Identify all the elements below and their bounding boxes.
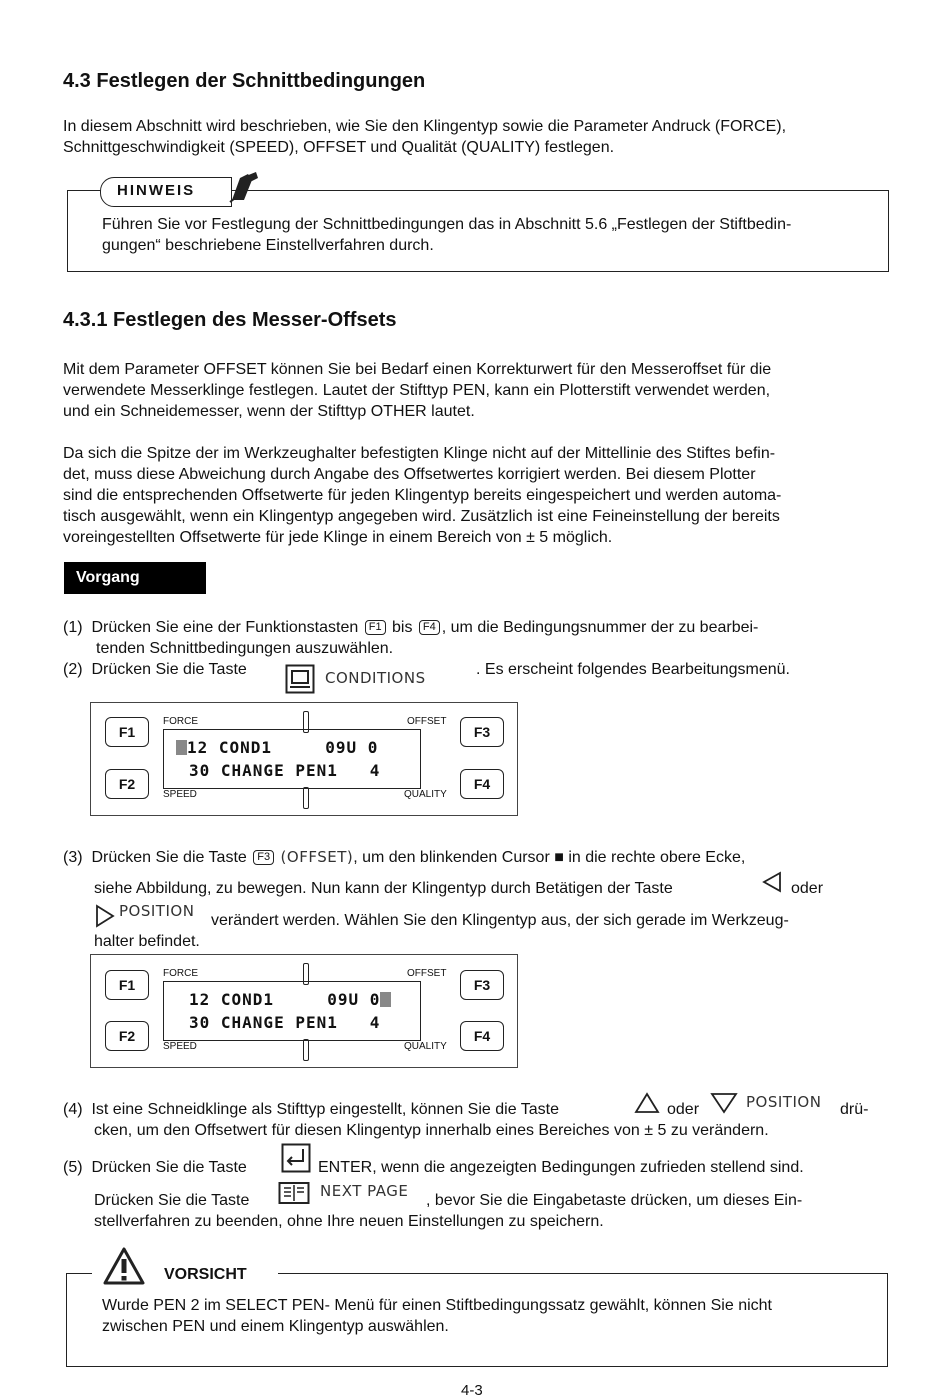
lcd-panel-2 [90,954,518,1068]
section-heading: 4.3 Festlegen der Schnittbedingungen [63,70,426,92]
lcd-screen-2 [163,981,421,1041]
lcd-bottom-tick [303,1039,309,1061]
intro-paragraph: In diesem Abschnitt wird beschrieben, wie Sie den Klingentyp sowie die Parameter Andruck (FORCE), Schnittgeschwindigkeit (SPEED), OFFSET und Qualität (QUALITY) festlegen. [63,118,787,156]
f1-button[interactable]: F1 [105,717,149,747]
next-page-key-label: NEXT PAGE [320,1182,409,1200]
quality-label: QUALITY [404,1041,447,1052]
step-2-tail: . Es erscheint folgendes Bearbeitungsmenü. [476,661,790,678]
step-1: (1) Drücken Sie eine der Funktionstasten F1 bis F4 , um die Bedingungsnummer der zu bearbei- [63,619,759,636]
lcd-line-1: 12 COND1 09U 0 [189,990,391,1009]
next-page-key-icon [278,1181,310,1205]
position-key-label: POSITION [746,1093,822,1111]
step-3-oder: oder [791,880,824,897]
f4-button[interactable]: F4 [460,1021,504,1051]
step-1-cont: tenden Schnittbedingungen auszuwählen. [96,640,394,657]
vorsicht-header [92,1244,278,1284]
lcd-screen-1 [163,729,421,789]
step-3-line2: siehe Abbildung, zu bewegen. Nun kann der Klingentyp durch Betätigen der Taste [94,880,673,897]
pencil-icon [226,170,262,206]
lcd-line-2: 30 CHANGE PEN1 4 [189,1013,381,1032]
step-4-line2: cken, um den Offsetwert für diesen Klingentyp innerhalb eines Bereiches von ± 5 zu verändern. [94,1122,769,1139]
f3-key-icon: F3 [253,850,274,865]
step-5-line2: Drücken Sie die Taste [94,1192,250,1209]
right-arrow-key-icon [94,903,116,929]
vorsicht-label: VORSICHT [164,1266,247,1283]
offset-label: OFFSET [407,716,447,727]
offset-paragraph: Mit dem Parameter OFFSET können Sie bei Bedarf einen Korrekturwert für den Messeroffset für die verwendete Messerklinge festlegen. Lautet der Stifttyp PEN, kann ein Plotterstift verwendet werden, und ein Schneidemesser, wenn der Stifttyp OTHER lautet. [63,361,772,420]
hinweis-label: HINWEIS [117,182,196,199]
vorgang-banner: Vorgang [64,562,206,594]
step-5: (5) Drücken Sie die Taste [63,1159,247,1176]
up-arrow-key-icon [633,1091,661,1115]
conditions-key-icon [285,664,315,694]
step-4: (4) Ist eine Schneidklinge als Stifttyp eingestellt, können Sie die Taste [63,1101,559,1118]
f2-button[interactable]: F2 [105,1021,149,1051]
speed-label: SPEED [163,789,197,800]
speed-label: SPEED [163,1041,197,1052]
hinweis-text: Führen Sie vor Festlegung der Schnittbedingungen das in Abschnitt 5.6 „Festlegen der Stiftbedin- gungen“ beschriebene Einstellverfahren durch. [102,216,792,254]
offset-key-label: (OFFSET) [280,848,354,866]
f3-button[interactable]: F3 [460,970,504,1000]
vorsicht-text: Wurde PEN 2 im SELECT PEN- Menü für einen Stiftbedingungssatz gewählt, können Sie nicht zwischen PEN und einem Klingentyp auswählen. [102,1297,772,1335]
down-arrow-key-icon [709,1091,739,1115]
page-number: 4-3 [461,1382,483,1399]
f1-button[interactable]: F1 [105,970,149,1000]
left-arrow-key-icon [760,870,784,894]
step-5-line2-tail: , bevor Sie die Eingabetaste drücken, um dieses Ein- [426,1192,803,1209]
offset-label: OFFSET [407,968,447,979]
quality-label: QUALITY [404,789,447,800]
f4-button[interactable]: F4 [460,769,504,799]
step-2: (2) Drücken Sie die Taste [63,661,247,678]
f3-button[interactable]: F3 [460,717,504,747]
f1-key-icon: F1 [365,620,386,635]
f4-key-icon: F4 [419,620,440,635]
position-key-label: POSITION [119,902,195,920]
step-5-line3: stellverfahren zu beenden, ohne Ihre neuen Einstellungen zu speichern. [94,1213,604,1230]
warning-icon [102,1246,146,1286]
lcd-bottom-tick [303,787,309,809]
blade-paragraph: Da sich die Spitze der im Werkzeughalter befestigten Klinge nicht auf der Mittellinie des Stiftes befin- det, muss diese Abweichung durch Angabe des Offsetwertes korrigiert werden. Bei diesem Plotter sind die entsprechenden Offsetwerte für jeden Klingentyp bereits eingespeichert und werden automa- tisch ausgewählt, wenn ein Klingentyp angegeben wird. Zusätzlich ist eine Feineinstellung der bereits voreingestellten Offsetwerte für jede Klinge in einem Bereich von ± 5 möglich. [63,445,782,546]
hinweis-label-frame [100,177,232,207]
force-label: FORCE [163,968,198,979]
step-3: (3) Drücken Sie die Taste F3 (OFFSET), um den blinkenden Cursor ■ in die rechte obere Ecke, [63,848,746,866]
step-4-oder: oder [667,1101,700,1118]
force-label: FORCE [163,716,198,727]
f2-button[interactable]: F2 [105,769,149,799]
enter-key-icon [281,1143,311,1173]
lcd-panel-1 [90,702,518,816]
conditions-key-label: CONDITIONS [325,669,426,687]
step-5-tail: ENTER, wenn die angezeigten Bedingungen zufrieden stellend sind. [318,1159,804,1176]
blinking-cursor [380,992,391,1007]
subsection-heading: 4.3.1 Festlegen des Messer-Offsets [63,309,397,331]
lcd-line-2: 30 CHANGE PEN1 4 [189,761,381,780]
lcd-line-1: 12 COND1 09U 0 [176,738,378,757]
blinking-cursor [176,740,187,755]
step-3-line4: halter befindet. [94,933,200,950]
step-4-tail: drü- [840,1101,869,1118]
step-3-line3: verändert werden. Wählen Sie den Klingentyp aus, der sich gerade im Werkzeug- [211,912,789,929]
